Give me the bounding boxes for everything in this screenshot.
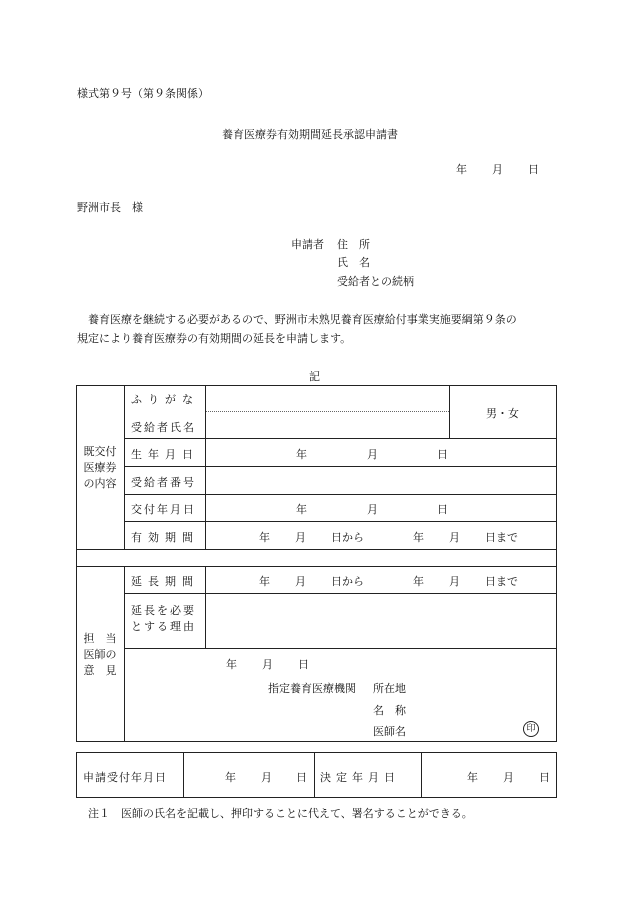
location-label: 所在地 (373, 682, 406, 695)
ext-from-day: 日から (331, 575, 364, 588)
issue-date-label: 交付年月日 (131, 503, 196, 516)
extension-period-label: 延長期間 (131, 575, 199, 588)
body-text-line-2: 規定により養育医療券の有効期間の延長を申請します。 (77, 332, 352, 345)
applicant-address-label: 住 所 (337, 238, 370, 251)
valid-from-month: 月 (295, 531, 306, 544)
birth-day: 日 (437, 448, 448, 461)
valid-to-day: 日まで (485, 531, 518, 544)
decision-year: 年 (467, 771, 478, 784)
issued-ticket-section-label (76, 444, 124, 492)
received-month: 月 (261, 771, 272, 784)
addressee: 野洲市長 様 (77, 201, 143, 214)
received-day: 日 (296, 771, 307, 784)
seal-mark: 印 (523, 721, 539, 737)
date-month: 月 (492, 163, 503, 176)
applicant-label: 申請者 (291, 238, 324, 251)
body-text-line-1: 養育医療を継続する必要があるので、野洲市未熟児養育医療給付事業実施要綱第９条の (77, 313, 517, 326)
valid-period-label: 有効期間 (131, 531, 199, 544)
ext-to-day: 日まで (485, 575, 518, 588)
recipient-number-label: 受給者番号 (131, 476, 196, 489)
ext-to-month: 月 (449, 575, 460, 588)
section-label-line: 医師の (83, 648, 117, 661)
received-date-label: 申請受付年月日 (83, 771, 167, 784)
issue-year: 年 (296, 503, 307, 516)
institution-name-label: 名 称 (373, 704, 406, 717)
birth-year: 年 (296, 448, 307, 461)
decision-month: 月 (503, 771, 514, 784)
decision-date-label: 決定年月日 (320, 771, 400, 784)
opinion-date-year: 年 (226, 658, 237, 671)
valid-to-year: 年 (413, 531, 424, 544)
section-label-line: 医療券 (83, 461, 117, 474)
ext-to-year: 年 (413, 575, 424, 588)
furigana-label: ふりがな (131, 393, 199, 406)
valid-from-year: 年 (259, 531, 270, 544)
document-title: 養育医療券有効期間延長承認申請書 (222, 128, 398, 141)
reason-label-line: とする理由 (131, 620, 196, 633)
date-year: 年 (456, 163, 467, 176)
reason-label (131, 603, 196, 635)
recipient-name-label: 受給者氏名 (131, 421, 196, 434)
section-label-line: 既交付 (83, 445, 117, 458)
applicant-name-label: 氏 名 (337, 256, 370, 269)
section-label-line: 意 見 (83, 664, 117, 677)
section-label-line: 担 当 (83, 632, 117, 645)
applicant-relation-label: 受給者との続柄 (337, 275, 414, 288)
issue-month: 月 (367, 503, 378, 516)
reason-label-line: 延長を必要 (131, 604, 196, 617)
birth-date-label: 生年月日 (131, 448, 199, 461)
valid-from-day: 日から (331, 531, 364, 544)
ki-heading: 記 (309, 370, 320, 383)
birth-month: 月 (367, 448, 378, 461)
footnote: 注１ 医師の氏名を記載し、押印することに代えて、署名することができる。 (88, 807, 473, 820)
opinion-date-day: 日 (298, 658, 309, 671)
opinion-date-month: 月 (262, 658, 273, 671)
doctor-name-label: 医師名 (373, 725, 406, 738)
ext-from-month: 月 (295, 575, 306, 588)
institution-label: 指定養育医療機関 (268, 682, 356, 695)
issue-day: 日 (437, 503, 448, 516)
form-number: 様式第９号（第９条関係） (77, 87, 209, 100)
doctor-opinion-section-label (76, 631, 124, 679)
section-label-line: の内容 (83, 477, 117, 490)
date-day: 日 (528, 163, 539, 176)
decision-day: 日 (539, 771, 550, 784)
received-year: 年 (225, 771, 236, 784)
valid-to-month: 月 (449, 531, 460, 544)
gender-options[interactable]: 男・女 (486, 407, 519, 420)
ext-from-year: 年 (259, 575, 270, 588)
